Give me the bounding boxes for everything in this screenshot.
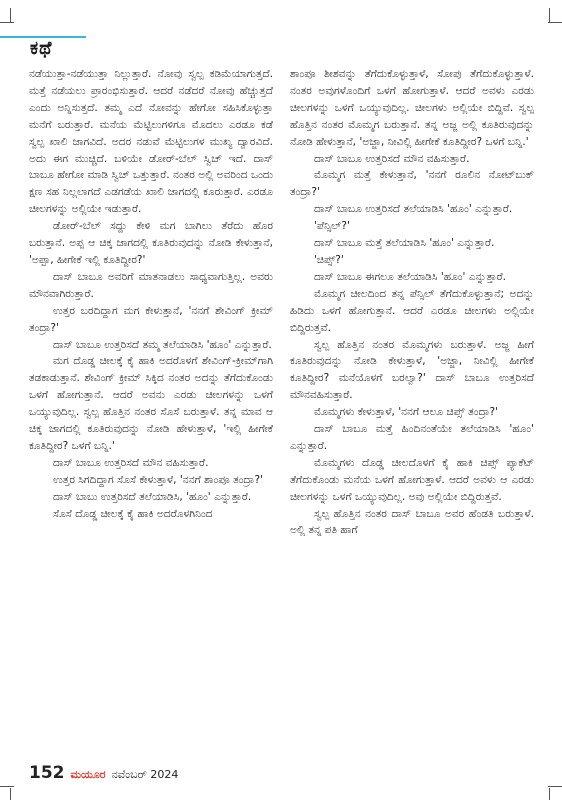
crop-mark — [0, 22, 14, 23]
paragraph: ಸೊಸೆ ದೊಡ್ಡ ಚೀಲಕ್ಕೆ ಕೈ ಹಾಕಿ ಅದರೊಳಗಿನಿಂದ — [53, 507, 213, 520]
paragraph: ದಾಸ್ ಬಾಬೂ ಉತ್ತರಿಸದೆ ತಲೆಯಾಡಿಸಿ 'ಹೂಂ' ಎನ್ನುತ್ತಾರೆ. — [314, 203, 513, 216]
right-text-column — [290, 66, 534, 539]
paragraph: ದಾಸ್ ಬಾಬೂ ಉತ್ತರಿಸದೆ ತಮ್ಮ ತಲೆಯಾಡಿಸಿ 'ಹೂಂ' ಎನ್ನುತ್ತಾರೆ. — [53, 338, 272, 351]
page-number: 152 — [29, 763, 65, 783]
paragraph: ಮೊಮ್ಮಗಳು ಕೇಳುತ್ತಾಳೆ, 'ನನಗೆ ಆಲೂ ಚಿಪ್ಸ್ ತಂದ್ರಾ?' — [314, 406, 499, 419]
paragraph: ಉತ್ತರ ಸಿಗದಿದ್ದಾಗ ಸೊಸೆ ಕೇಳುತ್ತಾಳೆ, 'ನನಗೆ ಶಾಂಪೂ ತಂದ್ರಾ?' — [53, 473, 264, 486]
page-footer — [29, 763, 178, 785]
paragraph: ದಾಸ್ ಬಾಬೂ ಈಗಲೂ ತಲೆಯಾಡಿಸಿ 'ಹೂಂ' ಎನ್ನುತ್ತಾರೆ. — [314, 270, 506, 283]
crop-mark — [548, 22, 562, 23]
paragraph: ಡೋರ್-ಬೆಲ್ ಸದ್ದು ಕೇಳಿ ಮಗ ಬಾಗಿಲು ತೆರೆದು ಹೊರ ಬರುತ್ತಾನೆ. ಅಪ್ಪ ಆ ಚಿಕ್ಕ ಜಾಗದಲ್ಲಿ ಕೂತಿರುವುದನ್ನು ನೋಡಿ ಕೇಳುತ್ತಾನೆ, 'ಅಪ್ಪಾ, ಹೀಗೇಕೆ ಇಲ್ಲಿ ಕೂತಿದ್ದೀರ?' — [29, 220, 273, 266]
paragraph: ಮೊಮ್ಮಗಳು ದೊಡ್ಡ ಚೀಲದೊಳಗೆ ಕೈ ಹಾಕಿ ಚಿಪ್ಸ್ ಪ್ಯಾಕೆಟ್ ತೆಗೆದುಕೊಂಡು ಮನೆಯ ಒಳಗೆ ಹೋಗುತ್ತಾಳೆ. ಆದರೆ ಅವಳು ಆ ಎರಡು ಚೀಲಗಳನ್ನು ಒಳಗೆ ಒಯ್ಯುವುದಿಲ್ಲ. ಅವು ಅಲ್ಲಿಯೇ ಬಿದ್ದಿರುತ್ತವೆ. — [290, 456, 534, 503]
crop-mark — [10, 8, 11, 22]
crop-mark — [549, 8, 550, 22]
crop-mark — [549, 788, 550, 800]
paragraph: ದಾಸ್ ಬಾಬೂ ಮತ್ತೆ ಹಿಂದಿನಂತೆಯೇ ತಲೆಯಾಡಿಸಿ 'ಹೂಂ' ಎನ್ನುತ್ತಾರೆ. — [290, 423, 534, 452]
paragraph: ಸ್ವಲ್ಪ ಹೊತ್ತಿನ ನಂತರ ಮೊಮ್ಮಗಳು ಬರುತ್ತಾಳೆ. ಅಜ್ಜ ಹೀಗೆ ಕೂತಿರುವುದನ್ನು ನೋಡಿ ಕೇಳುತ್ತಾಳೆ, 'ಅಜ್ಜಾ, ನೀವಿಲ್ಲಿ ಹೀಗೇಕೆ ಕೂತಿದ್ದೀರ? ಮನೆಯೊಳಗೆ ಬರಲ್ವಾ?' ದಾಸ್ ಬಾಬೂ ಉತ್ತರಿಸದೆ ಮೌನವಹಿಸುತ್ತಾರೆ. — [290, 338, 534, 402]
paragraph: 'ಚಿಪ್ಸ್?' — [314, 253, 344, 266]
crop-mark — [0, 786, 14, 787]
paragraph: 'ಪೆನ್ಸಿಲ್?' — [314, 220, 350, 233]
paragraph: ದಾಸ್ ಬಾಬು ಉತ್ತರಿಸದೆ ತಲೆಯಾಡಿಸಿ, 'ಹೂಂ' ಎನ್ನುತ್ತಾರೆ. — [53, 490, 252, 503]
magazine-name: ಮಯೂರ — [70, 768, 106, 781]
crop-mark — [10, 788, 11, 800]
left-text-column — [29, 66, 273, 522]
paragraph: ಮಗ ದೊಡ್ಡ ಚೀಲಕ್ಕೆ ಕೈ ಹಾಕಿ ಅದರೊಳಗೆ ಶೇವಿಂಗ್-ಕ್ರೀಮ್‌ಗಾಗಿ ತಡಕಾಡುತ್ತಾನೆ. ಶೇವಿಂಗ್ ಕ್ರೀಮ್ ಸಿಕ್ಕಿದ ನಂತರ ಅದನ್ನು ತೆಗೆದುಕೊಂಡು ಒಳಗೆ ಹೋಗುತ್ತಾನೆ. ಆದರೆ ಅವನು ಎರಡು ಚೀಲಗಳನ್ನು ಒಳಗೆ ಒಯ್ಯುವುದಿಲ್ಲ. ಸ್ವಲ್ಪ ಹೊತ್ತಿನ ನಂತರ ಸೊಸೆ ಬರುತ್ತಾಳೆ. ತನ್ನ ಮಾವ ಆ ಚಿಕ್ಕ ಜಾಗದಲ್ಲಿ ಕೂತಿರುವುದನ್ನು ನೋಡಿ ಹೇಳುತ್ತಾಳೆ, 'ಇಲ್ಲಿ ಹೀಗೇಕೆ ಕೂತಿದ್ದೀರ? ಒಳಗೆ ಬನ್ನಿ.' — [29, 355, 273, 452]
section-title: ಕಥೆ — [30, 38, 53, 59]
crop-mark — [548, 786, 562, 787]
paragraph: ದಾಸ್ ಬಾಬೂ ಮತ್ತೆ ತಲೆಯಾಡಿಸಿ 'ಹೂಂ' ಎನ್ನುತ್ತಾರೆ. — [314, 237, 495, 250]
paragraph: ಸ್ವಲ್ಪ ಹೊತ್ತಿನ ನಂತರ ದಾಸ್ ಬಾಬೂ ಅವರ ಹೆಂಡತಿ ಬರುತ್ತಾಳೆ. ಅಲ್ಲಿ ತನ್ನ ಪತಿ ಹಾಗೆ — [290, 507, 534, 537]
paragraph: ದಾಸ್ ಬಾಬೂ ಉತ್ತರಿಸದೆ ಮೌನ ವಹಿಸುತ್ತಾರೆ. — [53, 456, 209, 469]
paragraph: ಮೊಮ್ಮಗ ಚೀಲದಿಂದ ತನ್ನ ಪೆನ್ಸಿಲ್ ತೆಗೆದುಕೊಳ್ಳುತ್ತಾನೆ; ಅದನ್ನು ಹಿಡಿದು ಒಳಗೆ ಹೋಗುತ್ತಾನೆ. ಆದರೆ ಎರಡೂ ಚೀಲಗಳು ಅಲ್ಲಿಯೇ ಬಿದ್ದಿರುತ್ತವೆ. — [290, 287, 534, 334]
issue-date: ನವೆಂಬರ್ 2024 — [111, 768, 179, 781]
paragraph: ನಡೆಯುತ್ತಾ-ನಡೆಯುತ್ತಾ ನಿಲ್ಲುತ್ತಾರೆ. ನೋವು ಸ್ವಲ್ಪ ಕಡಿಮೆಯಾಗುತ್ತದೆ. ಮತ್ತೆ ನಡೆಯಲು ಪ್ರಾರಂಭಿಸುತ್ತಾರೆ. ಆದರೆ ನಡೆದರೆ ನೋವು ಹೆಚ್ಚುತ್ತದೆ ಎಂದು ಅನ್ನಿಸುತ್ತದೆ. ತಮ್ಮ ಎದೆ ನೋವನ್ನು ಹೇಗೋ ಸಹಿಸಿಕೊಳ್ಳುತ್ತಾ ಮನೆಗೆ ಬರುತ್ತಾರೆ. ಮನೆಯ ಮೆಟ್ಟಿಲುಗಳಿಗೂ ಮೊದಲು ಎರಡೂ ಕಡೆ ಸ್ವಲ್ಪ ಖಾಲಿ ಜಾಗವಿದೆ. ಅದರ ನಡುವೆ ಮೆಟ್ಟಿಲುಗಳ ಮುಖ್ಯ ದ್ವಾರವಿದೆ. ಅದು ಈಗ ಮುಚ್ಚಿದೆ. ಬಳಿಯೇ ಡೋರ್-ಬೆಲ್ ಸ್ವಿಚ್ ಇದೆ. ದಾಸ್ ಬಾಬೂ ಹೇಗೋ ಮಾಡಿ ಸ್ವಿಚ್ ಒತ್ತುತ್ತಾರೆ. ನಂತರ ಅಲ್ಲಿ ಅವರಿಂದ ಒಂದು ಕ್ಷಣ ಸಹ ನಿಲ್ಲಲಾಗದೆ ಎಡಗಡೆಯ ಖಾಲಿ ಜಾಗದಲ್ಲಿ ಕೂರುತ್ತಾರೆ. ಎರಡೂ ಚೀಲಗಳನ್ನು ಅಲ್ಲಿಯೇ ಇಡುತ್ತಾರೆ. — [29, 68, 273, 216]
paragraph: ದಾಸ್ ಬಾಬೂ ಉತ್ತರಿಸದೆ ಮೌನ ವಹಿಸುತ್ತಾರೆ. — [314, 152, 470, 165]
paragraph: ಉತ್ತರ ಬರದಿದ್ದಾಗ ಮಗ ಕೇಳುತ್ತಾನೆ, 'ನನಗೆ ಶೇವಿಂಗ್ ಕ್ರೀಮ್ ತಂದ್ರಾ?' — [29, 304, 273, 334]
paragraph: ದಾಸ್ ಬಾಬೂ ಅವರಿಗೆ ಮಾತನಾಡಲು ಸಾಧ್ಯವಾಗುತ್ತಿಲ್ಲ. ಅವರು ಮೌನವಾಗಿರುತ್ತಾರೆ. — [29, 270, 273, 300]
paragraph: ಮೊಮ್ಮಗ ಮತ್ತೆ ಕೇಳುತ್ತಾನೆ, 'ನನಗೆ ರೂಲಿನ ನೋಟ್‌ಬುಕ್ ತಂದ್ರಾ?' — [290, 169, 534, 199]
paragraph: ಶಾಂಪೂ ಶೀಶವನ್ನು ತೆಗೆದುಕೊಳ್ಳುತ್ತಾಳೆ, ಸೋಪು ತೆಗೆದುಕೊಳ್ಳುತ್ತಾಳೆ. ನಂತರ ಅವುಗಳೊಂದಿಗೆ ಒಳಗೆ ಹೋಗುತ್ತಾಳೆ. ಆದರೆ ಅವಳು ಎರಡು ಚೀಲಗಳನ್ನು ಒಳಗೆ ಒಯ್ಯುವುದಿಲ್ಲ. ಚೀಲಗಳು ಅಲ್ಲಿಯೇ ಬಿದ್ದಿವೆ. ಸ್ವಲ್ಪ ಹೊತ್ತಿನ ನಂತರ ಮೊಮ್ಮಗ ಬರುತ್ತಾನೆ. ತನ್ನ ಅಜ್ಜ ಅಲ್ಲಿ ಕೂತಿರುವುದನ್ನು ನೋಡಿ ಹೇಳುತ್ತಾನೆ, 'ಅಜ್ಜಾ, ನೀವಿಲ್ಲಿ ಹೀಗೇಕೆ ಕೂತಿದ್ದೀರ? ಒಳಗೆ ಬನ್ನಿ.' — [290, 68, 534, 148]
